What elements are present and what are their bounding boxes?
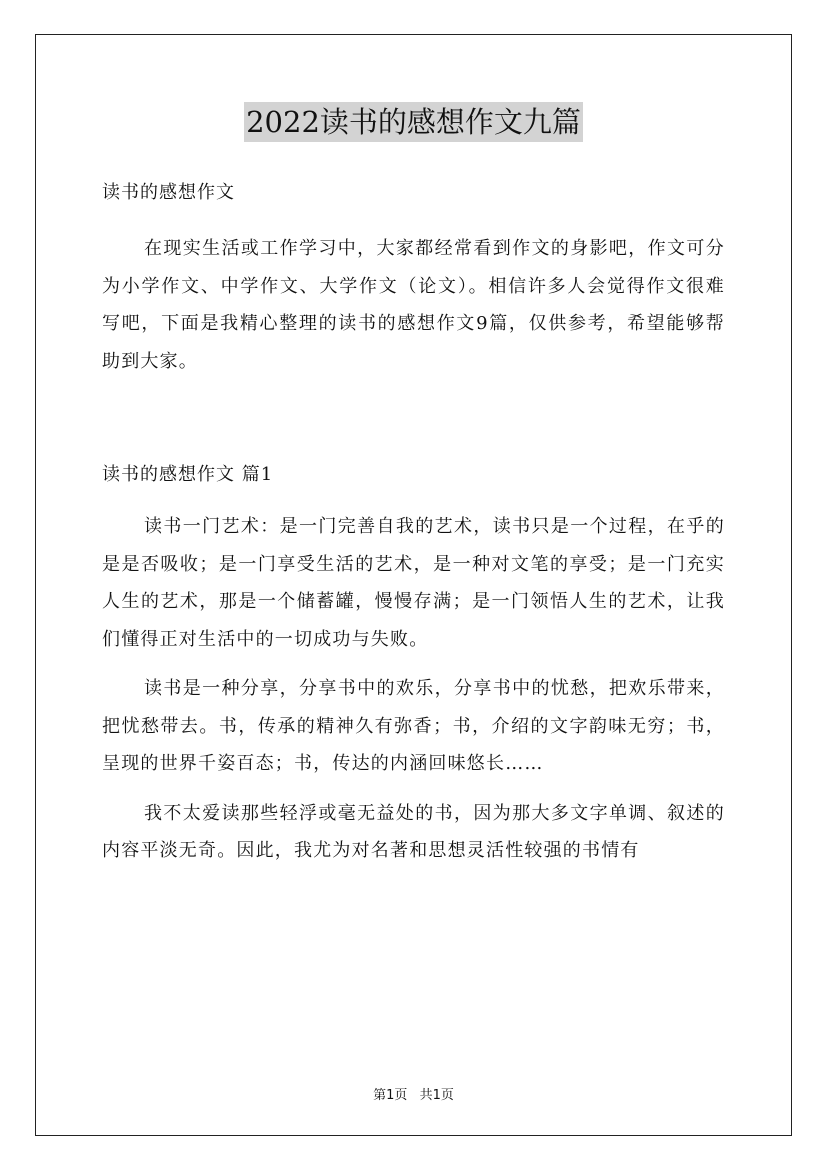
page-number-total: 共1页 xyxy=(419,1088,454,1103)
section-1-paragraph-3: 我不太爱读那些轻浮或毫无益处的书，因为那大多文字单调、叙述的内容平淡无奇。因此，我尤为对名著和思想灵活性较强的书情有 xyxy=(102,802,725,861)
section-1-heading: 读书的感想作文 篇1 xyxy=(102,464,274,485)
section-1-paragraph-1: 读书一门艺术：是一门完善自我的艺术，读书只是一个过程，在乎的是是否吸收；是一门享受生活的艺术，是一种对文笔的享受；是一门充实人生的艺术，那是一个储蓄罐，慢慢存满；是一门领悟人生的艺术，让我们懂得正对生活中的一切成功与失败。 xyxy=(102,516,725,650)
intro-paragraph: 在现实生活或工作学习中，大家都经常看到作文的身影吧，作文可分为小学作文、中学作文、大学作文（论文）。相信许多人会觉得作文很难写吧，下面是我精心整理的读书的感想作文9篇，仅供参考，希望能够帮助到大家。 xyxy=(102,238,725,372)
title-container xyxy=(0,102,827,142)
section-1-paragraph-2: 读书是一种分享，分享书中的欢乐，分享书中的忧愁，把欢乐带来，把忧愁带去。书，传承的精神久有弥香；书，介绍的文字韵味无穷；书，呈现的世界千姿百态；书，传达的内涵回味悠长…… xyxy=(102,678,725,774)
document-body xyxy=(102,176,725,870)
document-title: 2022读书的感想作文九篇 xyxy=(244,102,583,142)
intro-heading: 读书的感想作文 xyxy=(102,182,235,203)
page-number-current: 第1页 xyxy=(373,1088,408,1103)
page-footer xyxy=(0,1084,827,1103)
